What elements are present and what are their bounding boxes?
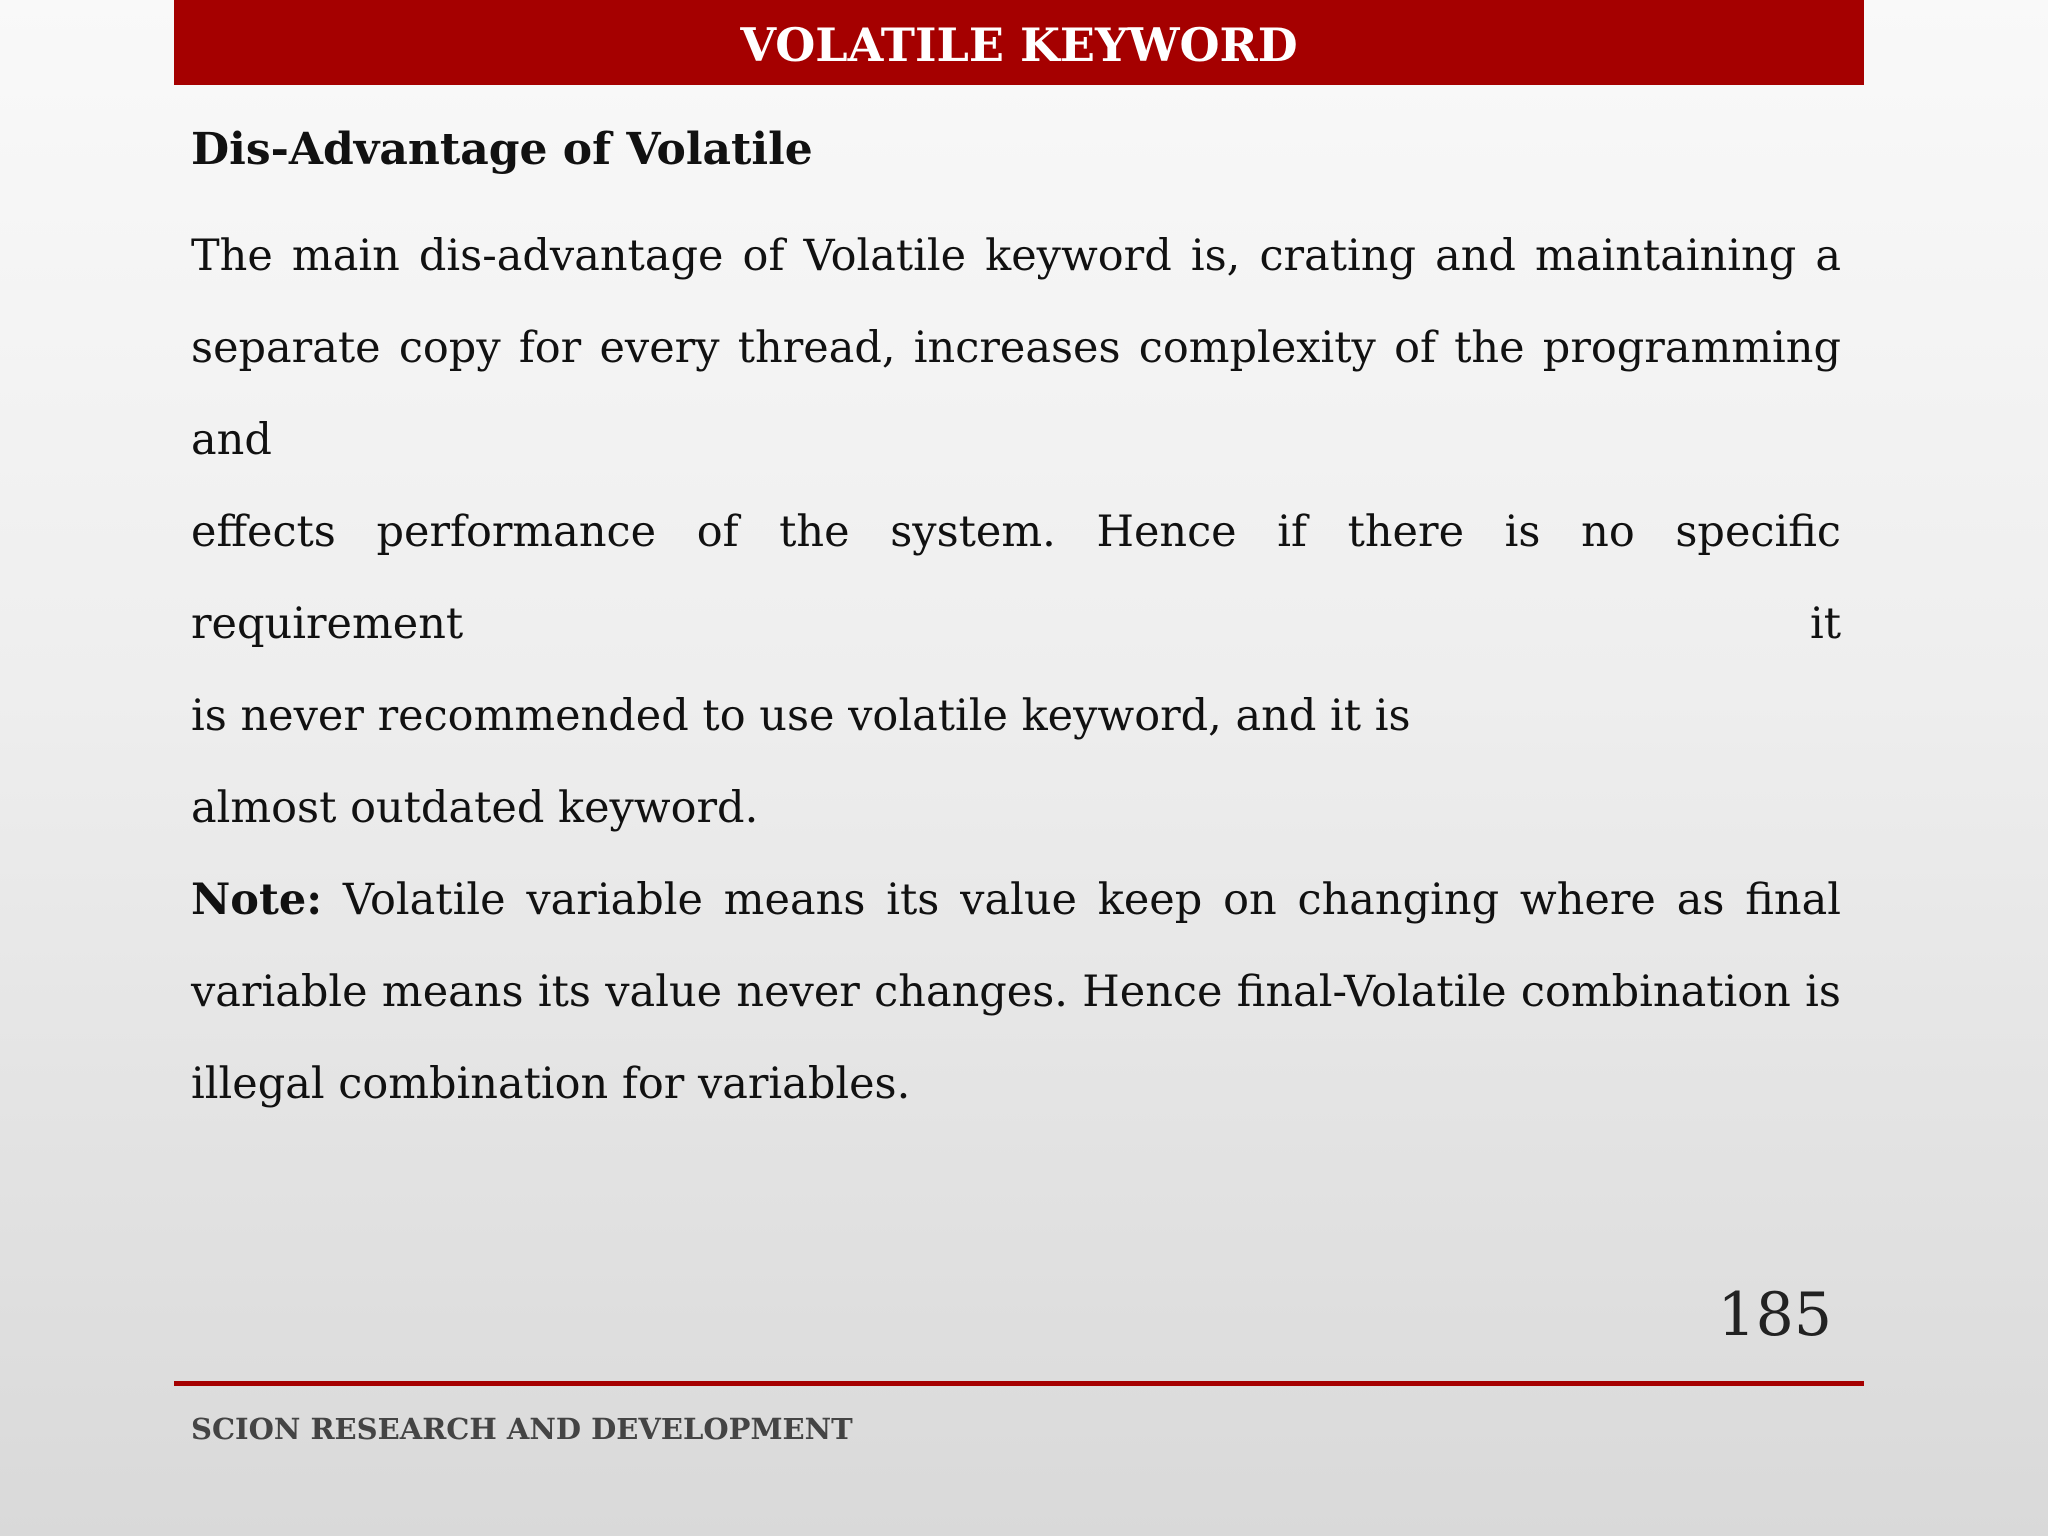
note-line-text: Volatile variable means its value keep on changing where as final (342, 875, 1841, 925)
note-line: variable means its value never changes. Hence final-Volatile combination is (191, 967, 1841, 1017)
note-label: Note: (191, 875, 323, 925)
paragraph-line: effects performance of the system. Hence if there is no specific requirement it (191, 507, 1841, 649)
disadvantage-paragraph (191, 210, 1841, 854)
note-paragraph (191, 854, 1841, 1130)
note-first-line (191, 854, 1841, 946)
slide-title: VOLATILE KEYWORD (740, 17, 1298, 72)
footer-divider (174, 1381, 1864, 1386)
paragraph-line: separate copy for every thread, increases complexity of the programming and (191, 323, 1841, 465)
paragraph-line: is never recommended to use volatile keyword, and it is (191, 691, 1411, 741)
footer-organization: SCION RESEARCH AND DEVELOPMENT (191, 1412, 853, 1446)
paragraph-line: almost outdated keyword. (191, 783, 759, 833)
note-line: illegal combination for variables. (191, 1059, 911, 1109)
section-subheading: Dis-Advantage of Volatile (191, 124, 813, 175)
page-number: 185 (1717, 1280, 1832, 1350)
paragraph-line: The main dis-advantage of Volatile keyword is, crating and maintaining a (191, 231, 1841, 281)
title-bar (174, 0, 1864, 85)
slide-content (191, 118, 1841, 1130)
